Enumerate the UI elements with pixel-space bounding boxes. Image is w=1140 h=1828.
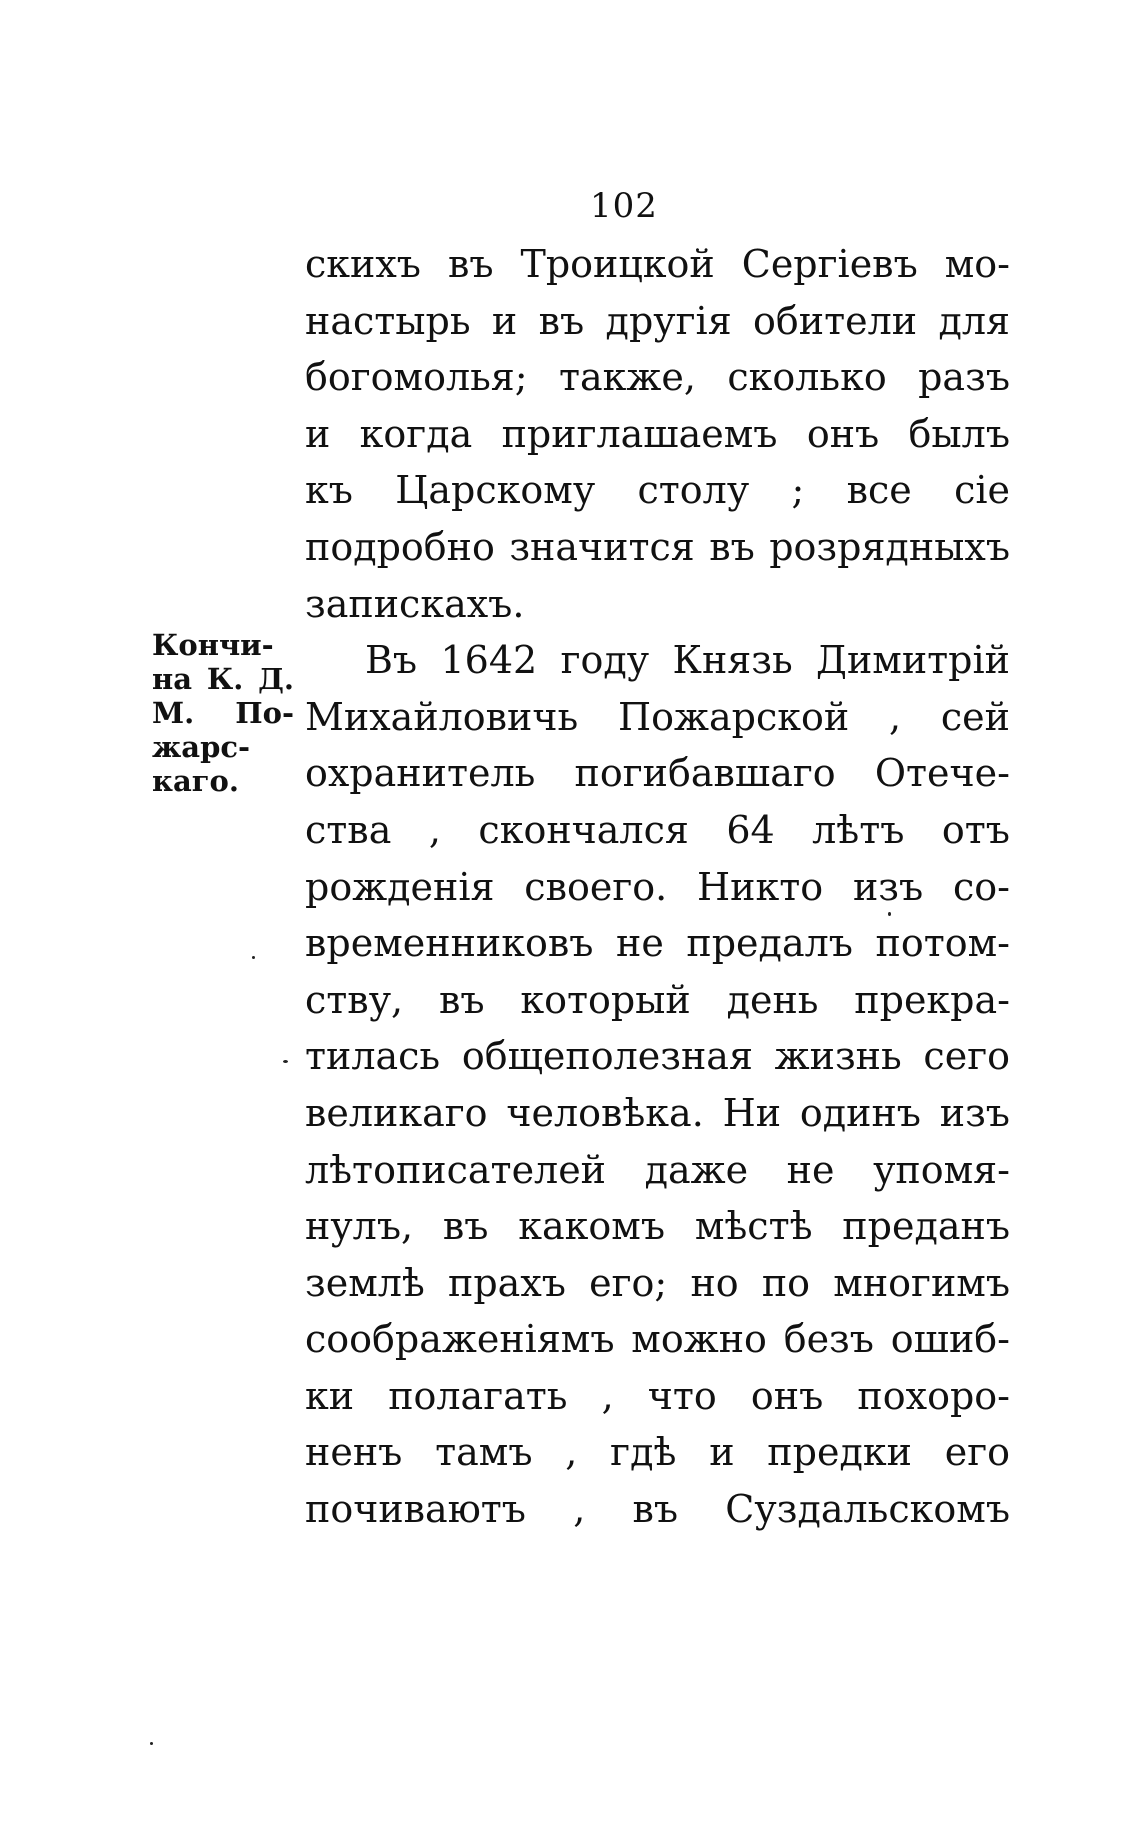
text-line: запискахъ. (305, 581, 525, 626)
margin-note-line: Кончи- (152, 628, 274, 662)
paragraph-start-line: Въ 1642 году Князь Димитрій (365, 638, 1010, 683)
print-speck (283, 1060, 288, 1063)
text-line: настырь и въ другія обители для (305, 298, 1010, 343)
text-line: нулъ, въ какомъ мѣстѣ преданъ (305, 1204, 1010, 1249)
text-line: временниковъ не предалъ потом- (305, 921, 1010, 966)
text-line: скихъ въ Троицкой Сергіевъ мо- (305, 242, 1010, 286)
margin-note-line: на К. Д. (152, 662, 294, 696)
text-line: землѣ прахъ его; но по многимъ (305, 1260, 1010, 1305)
text-line: ству, въ который день прекра- (305, 977, 1010, 1022)
margin-note-line: М. По- (152, 696, 294, 730)
margin-note (152, 628, 294, 798)
margin-note-line: каго. (152, 764, 239, 798)
print-speck (150, 1742, 153, 1745)
text-line: великаго человѣка. Ни одинъ изъ (305, 1090, 1010, 1135)
page-number: 102 (590, 186, 658, 226)
text-line: ки полагать , что онъ похоро- (305, 1373, 1010, 1418)
text-line: ства , скончался 64 лѣтъ отъ (305, 807, 1010, 852)
text-line: подробно значится въ розрядныхъ (305, 524, 1010, 569)
print-speck (888, 912, 891, 916)
text-line: и когда приглашаемъ онъ былъ (305, 411, 1010, 456)
body-text (305, 236, 1010, 1538)
text-line: соображеніямъ можно безъ ошиб- (305, 1317, 1010, 1362)
text-line: богомолья; также, сколько разъ (305, 355, 1010, 400)
text-line: лѣтописателей даже не упомя- (305, 1147, 1010, 1192)
text-line: Михайловичь Пожарской , сей (305, 694, 1010, 739)
margin-note-line: жарс- (152, 730, 251, 764)
text-line: почиваютъ , въ Суздальскомъ (305, 1487, 1010, 1532)
text-line: рожденія своего. Никто изъ со- (305, 864, 1010, 909)
text-line: охранитель погибавшаго Отече- (305, 751, 1010, 796)
text-line: ненъ тамъ , гдѣ и предки его (305, 1430, 1010, 1475)
print-speck (252, 956, 255, 959)
text-line: къ Царскому столу ; все сіе (305, 468, 1010, 513)
text-line: тилась общеполезная жизнь сего (305, 1034, 1010, 1079)
